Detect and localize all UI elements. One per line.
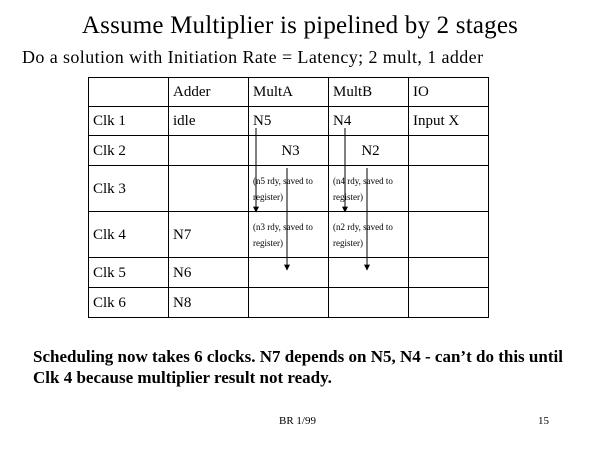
table-cell: Clk 2 xyxy=(89,136,169,166)
table-cell xyxy=(329,288,409,318)
table-header-row xyxy=(89,78,489,107)
table-cell: (n3 rdy, saved to register) xyxy=(249,212,329,258)
table-cell: (n5 rdy, saved to register) xyxy=(249,166,329,212)
header-cell-adder: Adder xyxy=(169,78,249,107)
table-cell: N7 xyxy=(169,212,249,258)
table-row xyxy=(89,258,489,288)
header-cell-multb: MultB xyxy=(329,78,409,107)
schedule-table xyxy=(88,77,489,318)
table-cell: Clk 3 xyxy=(89,166,169,212)
table-cell: N2 xyxy=(329,136,409,166)
header-cell-blank xyxy=(89,78,169,107)
table-cell: N5 xyxy=(249,107,329,136)
table-row xyxy=(89,288,489,318)
table-cell: Input X xyxy=(409,107,489,136)
scheduling-note: Scheduling now takes 6 clocks. N7 depends on N5, N4 - can’t do this until Clk 4 because multiplier result not ready. xyxy=(33,347,563,387)
table-cell: Clk 1 xyxy=(89,107,169,136)
table-row xyxy=(89,107,489,136)
table-cell: Clk 5 xyxy=(89,258,169,288)
table-cell: N6 xyxy=(169,258,249,288)
table-cell xyxy=(409,136,489,166)
table-cell: (n4 rdy, saved to register) xyxy=(329,166,409,212)
page-number: 15 xyxy=(538,415,549,427)
table-cell xyxy=(249,288,329,318)
table-cell xyxy=(169,166,249,212)
table-cell: N8 xyxy=(169,288,249,318)
table-cell: Clk 4 xyxy=(89,212,169,258)
footer-date: BR 1/99 xyxy=(279,415,316,427)
header-cell-multa: MultA xyxy=(249,78,329,107)
table-cell xyxy=(249,258,329,288)
slide-subtitle: Do a solution with Initiation Rate = Latency; 2 mult, 1 adder xyxy=(22,47,484,67)
table-row xyxy=(89,166,489,212)
table-cell xyxy=(409,166,489,212)
table-cell: Clk 6 xyxy=(89,288,169,318)
table-cell xyxy=(409,258,489,288)
table-cell xyxy=(409,288,489,318)
table-cell: (n2 rdy, saved to register) xyxy=(329,212,409,258)
table-cell: N4 xyxy=(329,107,409,136)
table-cell xyxy=(329,258,409,288)
table-cell: idle xyxy=(169,107,249,136)
table-row xyxy=(89,136,489,166)
slide-title: Assume Multiplier is pipelined by 2 stages xyxy=(81,12,519,39)
table-cell xyxy=(169,136,249,166)
table-row xyxy=(89,212,489,258)
header-cell-io: IO xyxy=(409,78,489,107)
table-cell xyxy=(409,212,489,258)
table-cell: N3 xyxy=(249,136,329,166)
